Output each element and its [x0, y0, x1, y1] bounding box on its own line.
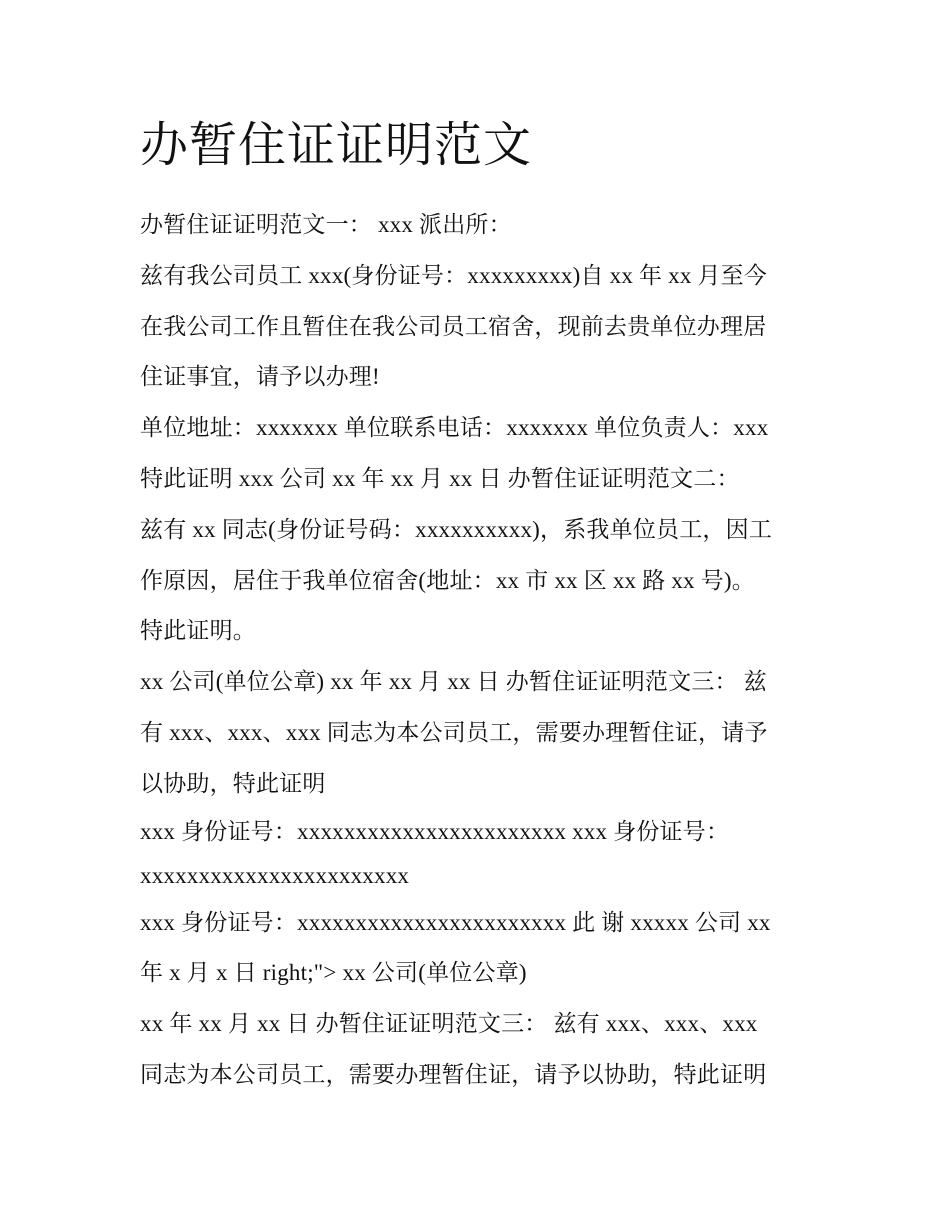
text-line: 在我公司工作且暂住在我公司员工宿舍，现前去贵单位办理居	[140, 313, 767, 339]
text-line: 特此证明。	[140, 618, 256, 644]
text-line: 作原因，居住于我单位宿舍(地址：xx 市 xx 区 xx 路 xx 号)。	[140, 567, 755, 593]
text-line: 单位地址：xxxxxxx 单位联系电话：xxxxxxx 单位负责人：xxx	[140, 415, 769, 441]
text-line: xxx 身份证号：xxxxxxxxxxxxxxxxxxxxxxx 此 谢 xxxxx 公司 xx	[140, 909, 771, 935]
document-title: 办暂住证证明范文	[140, 119, 533, 172]
text-line: 以协助，特此证明	[140, 770, 326, 796]
text-line: 同志为本公司员工，需要办理暂住证，请予以协助，特此证明	[140, 1061, 767, 1087]
text-line: 年 x 月 x 日 right;"> xx 公司(单位公章)	[140, 960, 527, 986]
text-line: xxx 身份证号：xxxxxxxxxxxxxxxxxxxxxxx xxx 身份证号：	[140, 818, 730, 844]
text-line: 住证事宜，请予以办理!	[140, 364, 380, 390]
text-line: xxxxxxxxxxxxxxxxxxxxxxx	[140, 862, 410, 888]
text-line: 特此证明 xxx 公司 xx 年 xx 月 xx 日 办暂住证证明范文二：	[140, 465, 740, 491]
document-body	[140, 200, 820, 1101]
text-line: 兹有我公司员工 xxx(身份证号：xxxxxxxxx)自 xx 年 xx 月至今	[140, 262, 768, 288]
text-line: 有 xxx、xxx、xxx 同志为本公司员工，需要办理暂住证，请予	[140, 719, 768, 745]
text-line: xx 年 xx 月 xx 日 办暂住证证明范文三： 兹有 xxx、xxx、xxx	[140, 1011, 758, 1037]
text-line: 兹有 xx 同志(身份证号码：xxxxxxxxxx)，系我单位员工，因工	[140, 516, 773, 542]
text-line: 办暂住证证明范文一： xxx 派出所：	[140, 212, 512, 237]
text-line: xx 公司(单位公章) xx 年 xx 月 xx 日 办暂住证证明范文三： 兹	[140, 669, 767, 695]
